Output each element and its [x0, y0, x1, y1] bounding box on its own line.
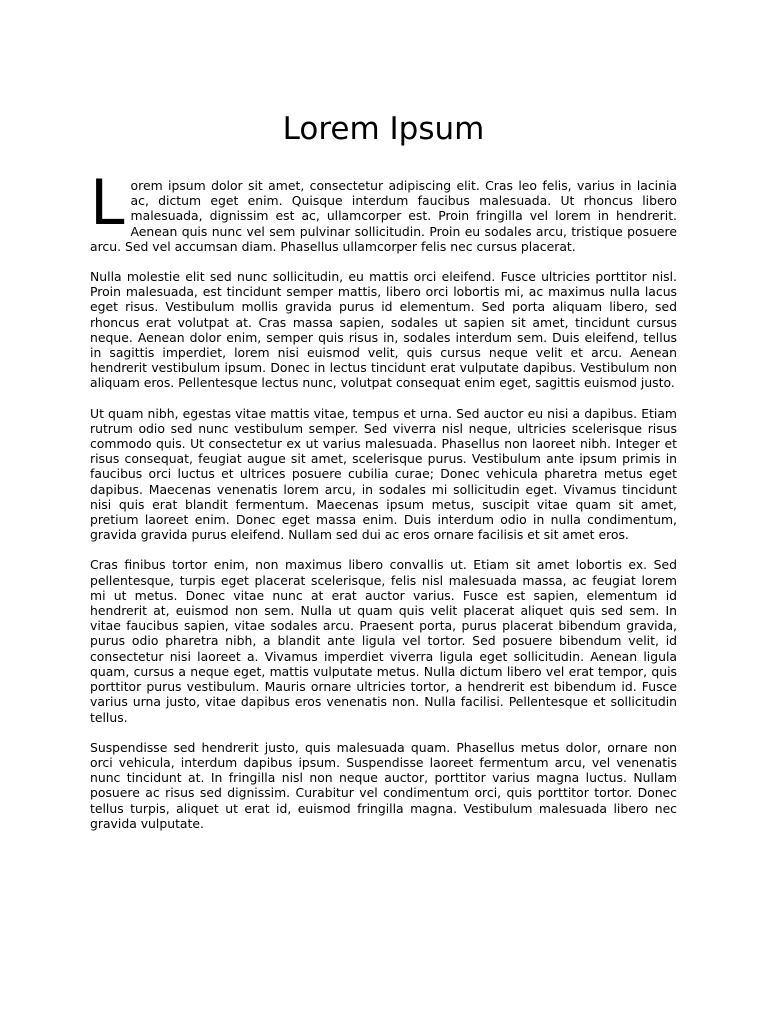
- document-page: [90, 0, 677, 846]
- paragraph-5: Suspendisse sed hendrerit justo, quis malesuada quam. Phasellus metus dolor, ornare non orci vehicula, interdum dapibus ipsum. Suspendisse laoreet fermentum arcu, vel venenatis nunc tincidunt at. In fringilla nisl non neque auctor, porttitor varius magna luctus. Nullam posuere ac risus sed dignissim. Curabitur vel condimentum orci, quis porttitor tortor. Donec tellus turpis, aliquet ut erat id, euismod fringilla magna. Vestibulum malesuada libero nec gravida vulputate.: [90, 739, 677, 831]
- paragraph-4: Cras finibus tortor enim, non maximus libero convallis ut. Etiam sit amet lobortis ex. Sed pellentesque, turpis eget placerat scelerisque, felis nisl malesuada massa, ac feugiat lorem mi ut metus. Donec vitae nunc at erat auctor varius. Fusce est sapien, elementum id hendrerit at, euismod non sem. Nulla ut quam quis velit placerat aliquet quis sed sem. In vitae faucibus sapien, vitae sodales arcu. Praesent porta, purus placerat bibendum gravida, purus odio pharetra nibh, a blandit ante ligula vel tortor. Sed posuere bibendum velit, id consectetur nisi laoreet a. Vivamus imperdiet viverra ligula eget sollicitudin. Aenean ligula quam, cursus a neque eget, mattis vulputate metus. Nulla dictum libero vel erat tempor, quis porttitor purus vestibulum. Mauris ornare ultricies tortor, a hendrerit est bibendum id. Fusce varius urna justo, vitae dapibus eros venenatis non. Nulla facilisi. Pellentesque et sollicitudin tellus.: [90, 557, 677, 725]
- paragraph-1: [90, 166, 677, 254]
- paragraph-1-text: orem ipsum dolor sit amet, consectetur adipiscing elit. Cras leo felis, varius in lacinia ac, dictum eget enim. Quisque interdum faucibus malesuada. Ut rhoncus libero malesuada, dignissim est ac, ullamcorper est. Proin fringilla vel lorem in hendrerit. Aenean quis nunc vel sem pulvinar sollicitudin. Proin eu sodales arcu, tristique posuere arcu. Sed vel accumsan diam. Phasellus ullamcorper felis nec cursus placerat.: [90, 178, 677, 254]
- paragraph-2: Nulla molestie elit sed nunc sollicitudin, eu mattis orci eleifend. Fusce ultricies porttitor nisl. Proin malesuada, est tincidunt semper mattis, libero orci lobortis mi, ac maximus nulla lacus eget risus. Vestibulum mollis gravida purus id elementum. Sed porta aliquam libero, sed rhoncus erat volutpat at. Cras massa sapien, sodales ut sapien sit amet, tincidunt cursus neque. Aenean dolor enim, semper quis risus in, sodales interdum sem. Duis eleifend, tellus in sagittis imperdiet, lorem nisi euismod velit, quis cursus neque velit et arcu. Aenean hendrerit vestibulum ipsum. Donec in lectus tincidunt erat vulputate dapibus. Vestibulum non aliquam eros. Pellentesque lectus nunc, volutpat consequat enim eget, sagittis euismod justo.: [90, 269, 677, 391]
- drop-cap: L: [90, 166, 125, 239]
- paragraph-3: Ut quam nibh, egestas vitae mattis vitae, tempus et urna. Sed auctor eu nisi a dapibus. Etiam rutrum odio sed nunc vestibulum semper. Sed viverra nisl neque, ultricies scelerisque risus commodo quis. Ut consectetur ex ut varius malesuada. Phasellus non laoreet nibh. Integer et risus consequat, feugiat augue sit amet, scelerisque purus. Vestibulum ante ipsum primis in faucibus orci luctus et ultrices posuere cubilia curae; Donec vehicula pharetra metus eget dapibus. Maecenas venenatis lorem arcu, in sodales mi sollicitudin eget. Vivamus tincidunt nisi quis erat blandit fermentum. Maecenas ipsum metus, suscipit vitae quam sit amet, pretium laoreet enim. Donec eget massa enim. Duis interdum odio in nulla condimentum, gravida gravida purus eleifend. Nullam sed dui ac eros ornare facilisis et sit amet eros.: [90, 405, 677, 543]
- document-body: [90, 166, 677, 831]
- document-title: Lorem Ipsum: [282, 111, 485, 147]
